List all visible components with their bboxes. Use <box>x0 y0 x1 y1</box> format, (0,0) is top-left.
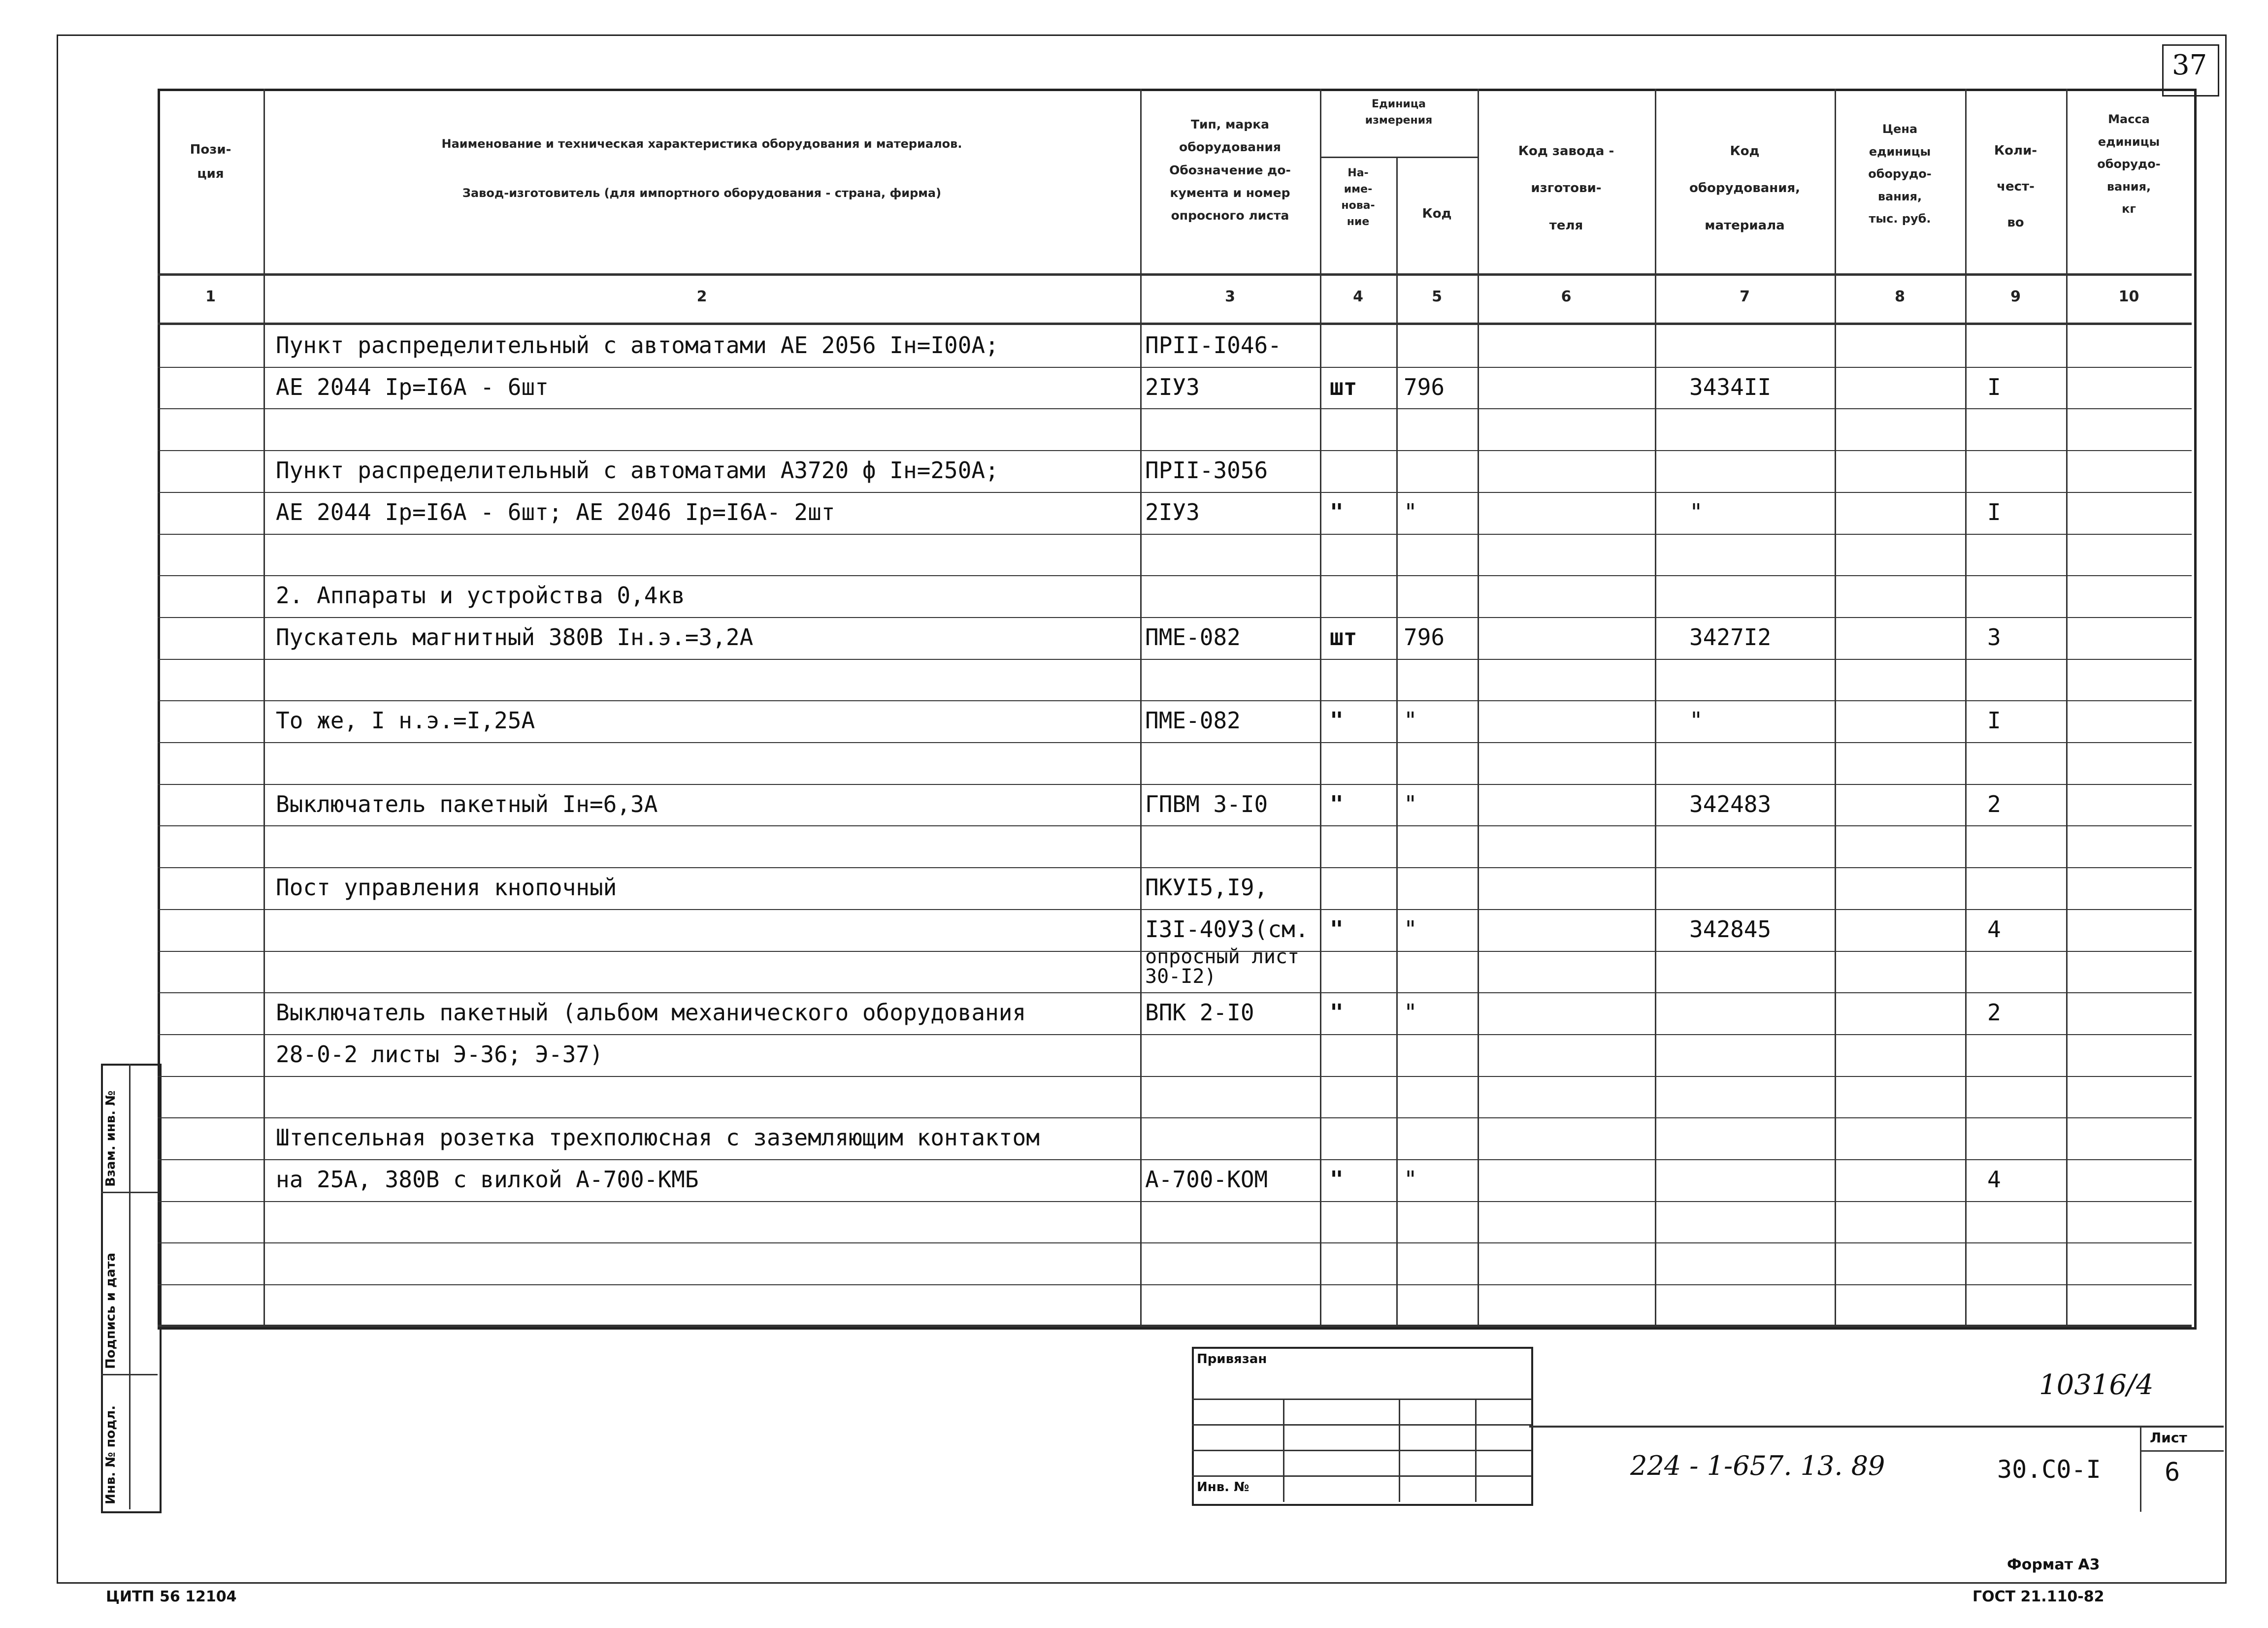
cell-unit: " <box>1330 791 1344 817</box>
cell-code: 796 <box>1404 374 1445 400</box>
colnum-8: 8 <box>1895 288 1905 305</box>
header-mass: Масса единицы оборудо- вания, кг <box>2097 112 2161 216</box>
unit-group-line <box>1320 157 1478 158</box>
cell-unit: шт <box>1330 374 1357 400</box>
row-divider <box>158 617 2192 618</box>
cell-name: То же, I н.э.=I,25А <box>276 707 535 734</box>
stamp-line <box>1192 1424 1532 1426</box>
row-divider <box>158 450 2192 451</box>
project-number: 224 - 1-657. 13. 89 <box>1630 1450 1885 1481</box>
cell-name: Выключатель пакетный (альбом механического оборудования <box>276 999 1026 1026</box>
cell-name: АЕ 2044 Iр=I6А - 6шт <box>276 374 549 400</box>
cell-mark: ПМЕ-082 <box>1145 707 1241 734</box>
header-factory-code: Код завода - изготови- теля <box>1518 144 1614 233</box>
cell-mark: ПРII-I046- <box>1145 332 1282 358</box>
header-quantity: Коли- чест- во <box>1994 143 2038 230</box>
row-divider <box>158 742 2192 743</box>
col-line <box>1320 89 1321 1325</box>
col-line <box>1478 89 1479 1325</box>
stamp-line <box>1399 1399 1400 1502</box>
row-divider <box>158 700 2192 701</box>
row-divider <box>158 492 2192 493</box>
cell-unit: шт <box>1330 624 1357 651</box>
corner-number: 37 <box>2172 49 2207 81</box>
cell-name: Пускатель магнитный 380В Iн.э.=3,2А <box>276 624 754 651</box>
row-divider <box>158 659 2192 660</box>
row-divider <box>158 992 2192 993</box>
row-divider <box>158 909 2192 910</box>
row-divider <box>158 534 2192 535</box>
cell-mark: ПРII-3056 <box>1145 457 1268 484</box>
cell-name: 28-0-2 листы Э-36; Э-37) <box>276 1041 603 1068</box>
col-line <box>1140 89 1142 1325</box>
cell-unit: " <box>1330 707 1344 734</box>
row-divider <box>158 867 2192 868</box>
cell-name: АЕ 2044 Iр=I6А - 6шт; АЕ 2046 Iр=I6А- 2шт <box>276 499 835 525</box>
colnum-2: 2 <box>696 288 707 305</box>
cell-code: " <box>1404 1166 1417 1193</box>
side-label-zam: Взам. инв. № <box>103 1090 118 1187</box>
cell-unit: " <box>1330 999 1344 1026</box>
list-number: 6 <box>2165 1458 2180 1487</box>
footer-left: ЦИТП 56 12104 <box>106 1588 237 1605</box>
row-divider <box>158 1201 2192 1202</box>
colnum-1: 1 <box>205 288 216 305</box>
row-divider <box>158 1284 2192 1285</box>
colnum-9: 9 <box>2010 288 2021 305</box>
header-name-line2: Завод-изготовитель (для импортного оборудования - страна, фирма) <box>462 186 942 200</box>
colnum-bottom <box>158 323 2192 325</box>
stamp-inv-no: Инв. № <box>1197 1480 1249 1495</box>
cell-name: Штепсельная розетка трехполюсная с заземляющим контактом <box>276 1124 1040 1151</box>
stamp-line <box>1475 1399 1477 1502</box>
colnum-5: 5 <box>1432 288 1442 305</box>
cell-mark: А-700-КОМ <box>1145 1166 1268 1193</box>
cell-mark: опросный лист 30-I2) <box>1145 945 1300 988</box>
cell-qty: I <box>1987 374 2001 400</box>
colnum-10: 10 <box>2118 288 2139 305</box>
colnum-4: 4 <box>1353 288 1363 305</box>
cell-mark: ГПВМ 3-I0 <box>1145 791 1268 817</box>
col-line <box>1396 157 1398 1325</box>
cell-mark: ПМЕ-082 <box>1145 624 1241 651</box>
cell-name: Пункт распределительный с автоматами А3720 ф Iн=250А; <box>276 457 999 484</box>
sheet-code: 30.С0-I <box>1997 1455 2101 1484</box>
cell-mark: I3I-40У3(см. <box>1145 916 1309 943</box>
list-label: Лист <box>2150 1430 2187 1446</box>
cell-name: 2. Аппараты и устройства 0,4кв <box>276 582 685 609</box>
cell-name: Выключатель пакетный Iн=6,3А <box>276 791 658 817</box>
header-price: Цена единицы оборудо- вания, тыс. руб. <box>1868 122 1932 226</box>
cell-equip: 3427I2 <box>1689 624 1772 651</box>
cell-qty: 4 <box>1987 1166 2001 1193</box>
colnum-7: 7 <box>1740 288 1750 305</box>
header-bottom <box>158 273 2192 276</box>
cell-unit: " <box>1330 916 1344 943</box>
stamp-line <box>1192 1399 1532 1400</box>
header-unit-group: Единица измерения <box>1365 98 1433 127</box>
cell-name: Пост управления кнопочный <box>276 874 617 901</box>
header-unit-code: Код <box>1422 206 1452 221</box>
row-divider <box>158 575 2192 576</box>
cell-code: 796 <box>1404 624 1445 651</box>
header-unit-name: На- име- нова- ние <box>1341 167 1375 228</box>
cell-equip: " <box>1689 707 1703 734</box>
row-divider <box>158 1117 2192 1118</box>
cell-qty: I <box>1987 499 2001 525</box>
cell-code: " <box>1404 499 1417 525</box>
cell-code: " <box>1404 707 1417 734</box>
row-divider <box>158 408 2192 409</box>
cell-mark: ВПК 2-I0 <box>1145 999 1254 1026</box>
cell-mark: ПКУI5,I9, <box>1145 874 1268 901</box>
title-block-top <box>1529 1426 2224 1428</box>
row-divider <box>158 1076 2192 1077</box>
cell-equip: 342483 <box>1689 791 1772 817</box>
stamp-line <box>1283 1399 1284 1502</box>
cell-qty: 2 <box>1987 999 2001 1026</box>
cell-qty: 3 <box>1987 624 2001 651</box>
row-divider <box>158 1242 2192 1243</box>
cell-equip: 342845 <box>1689 916 1772 943</box>
cell-qty: 4 <box>1987 916 2001 943</box>
row-divider <box>158 367 2192 368</box>
cell-equip: 3434II <box>1689 374 1772 400</box>
cell-mark: 2IУ3 <box>1145 374 1200 400</box>
cell-name: Пункт распределительный с автоматами АЕ 2056 Iн=I00А; <box>276 332 999 358</box>
title-block-divider <box>2140 1426 2141 1512</box>
cell-unit: " <box>1330 499 1344 525</box>
col-line <box>1835 89 1836 1325</box>
stamp-line <box>1192 1475 1532 1477</box>
cell-qty: 2 <box>1987 791 2001 817</box>
side-divider <box>129 1064 131 1509</box>
cell-name: на 25А, 380В с вилкой А-700-КМБ <box>276 1166 699 1193</box>
col-line <box>2066 89 2068 1325</box>
doc-code: 10316/4 <box>2039 1369 2154 1401</box>
colnum-3: 3 <box>1225 288 1235 305</box>
cell-code: " <box>1404 999 1417 1026</box>
stamp-line <box>1192 1450 1532 1451</box>
row-divider <box>158 825 2192 826</box>
cell-code: " <box>1404 916 1417 943</box>
colnum-6: 6 <box>1561 288 1572 305</box>
row-divider <box>158 1034 2192 1035</box>
header-name-line1: Наименование и техническая характеристика оборудования и материалов. <box>441 137 962 151</box>
stamp-privyazan: Привязан <box>1197 1352 1267 1367</box>
side-label-podpis: Подпись и дата <box>103 1252 118 1369</box>
col-line <box>1655 89 1656 1325</box>
col-line <box>1965 89 1967 1325</box>
col-line <box>263 89 265 1325</box>
cell-mark: 2IУ3 <box>1145 499 1200 525</box>
footer-format: Формат А3 <box>2007 1556 2100 1573</box>
cell-equip: " <box>1689 499 1703 525</box>
row-divider <box>158 784 2192 785</box>
cell-code: " <box>1404 791 1417 817</box>
footer-right: ГОСТ 21.110-82 <box>1972 1588 2104 1605</box>
header-equip-code: Код оборудования, материала <box>1689 144 1801 233</box>
header-mark: Тип, марка оборудования Обозначение до- кумента и номер опросного листа <box>1169 117 1291 223</box>
stamp-top-line <box>158 1325 2192 1327</box>
row-divider <box>158 1159 2192 1160</box>
side-label-inv: Инв. № подл. <box>103 1405 118 1504</box>
header-position: Пози- ция <box>190 142 231 182</box>
cell-unit: " <box>1330 1166 1344 1193</box>
cell-qty: I <box>1987 707 2001 734</box>
list-label-line <box>2140 1450 2224 1452</box>
